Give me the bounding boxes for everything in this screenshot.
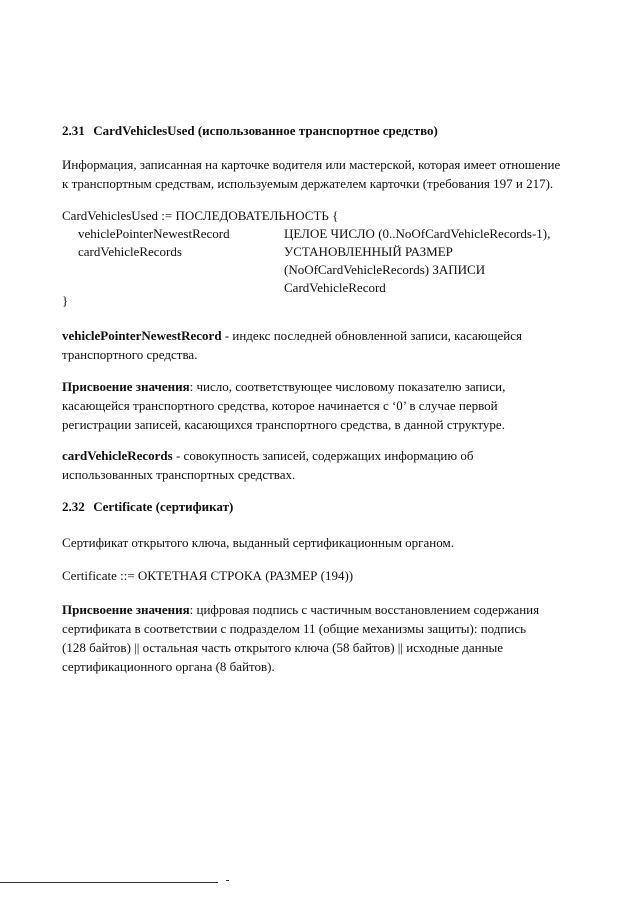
section-231-title: CardVehiclesUsed (использованное транспортное средство) [93,123,438,138]
code-field2-type-line: УСТАНОВЛЕННЫЙ РАЗМЕР [284,244,453,259]
definition-text: использованных транспортных средствах. [62,467,296,482]
section-232-heading [62,497,582,516]
assignment-text: касающейся транспортного средства, которое начинается с ‘0’ в случае первой [62,398,498,413]
intro-line: к транспортным средствам, используемым держателем карточки (требования 197 и 217). [62,176,554,191]
definition-text: транспортного средства. [62,347,198,362]
definition-text: - индекс последней обновленной записи, касающейся [221,328,522,343]
assignment-text: сертификата в соответствии с подразделом 11 (общие механизмы защиты): подпись [62,621,527,636]
value-assignment-231 [62,377,582,434]
assignment-text: : число, соответствующее числовому показателю записи, [189,379,506,394]
assignment-text: сертификационного органа (8 байтов). [62,659,275,674]
footnote-separator [0,882,218,883]
section-231-intro [62,155,582,193]
section-232-number: 2.32 [62,499,85,514]
assignment-text: регистрации записей, касающихся транспортного средства, в данной структуре. [62,417,505,432]
section-232-intro: Сертификат открытого ключа, выданный сертификационным органом. [62,535,454,550]
definition-term: vehiclePointerNewestRecord [62,328,222,343]
intro-line: Информация, записанная на карточке водителя или мастерской, которая имеет отношение [62,157,561,172]
section-231-heading [62,121,582,140]
value-assignment-232 [62,600,582,676]
assignment-label: Присвоение значения [62,379,190,394]
assignment-text: : цифровая подпись с частичным восстановлением содержания [189,602,540,617]
code-field2-type-line: (NoOfCardVehicleRecords) ЗАПИСИ [284,262,486,277]
section-232-title: Certificate (сертификат) [93,499,234,514]
code-header: CardVehiclesUsed := ПОСЛЕДОВАТЕЛЬНОСТЬ { [62,208,339,223]
assignment-label: Присвоение значения [62,602,190,617]
code-field2-type-line: CardVehicleRecord [284,280,386,295]
code-field1-type: ЦЕЛОЕ ЧИСЛО (0..NoOfCardVehicleRecords-1), [284,226,551,241]
definition-text: - совокупность записей, содержащих информацию об [172,448,474,463]
assignment-text: (128 байтов) || остальная часть открытого ключа (58 байтов) || исходные данные [62,640,504,655]
footnote-mark [226,880,229,881]
definition-term: cardVehicleRecords [62,448,173,463]
definition-card-vehicle-records [62,446,582,484]
code-field1-name: vehiclePointerNewestRecord [78,226,230,241]
code-field2-name: cardVehicleRecords [78,244,182,259]
section-231-number: 2.31 [62,123,85,138]
definition-vehicle-pointer [62,326,582,364]
code-close: } [62,293,69,308]
section-232-code: Certificate ::= ОКТЕТНАЯ СТРОКА (РАЗМЕР (194)) [62,568,354,583]
